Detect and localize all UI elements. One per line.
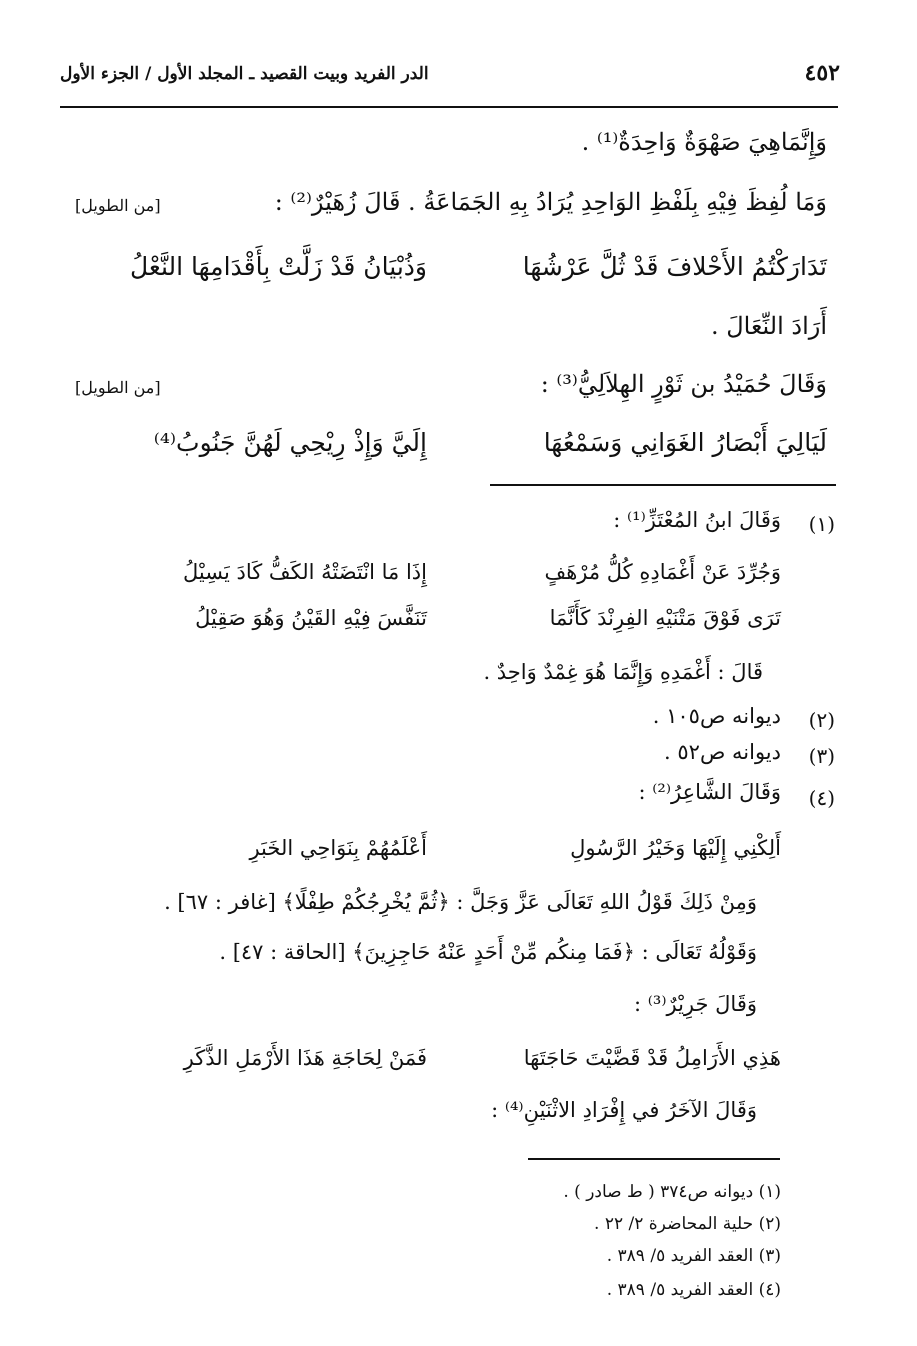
meter-label-1: [من الطويل]: [75, 196, 161, 215]
meter-label-2: [من الطويل]: [75, 378, 161, 397]
note-4-last: وَقَالَ الآخَرُ في إِفْرَادِ الاثْنَيْنِ⁽⁴⁾ :: [491, 1098, 757, 1122]
verse-1-second-half: وَذُبْيَانُ قَدْ زَلَّتْ بِأَقْدَامِهَا النَّعْلُ: [129, 252, 427, 281]
footnote-1: (١) ديوانه ص٣٧٤ ( ط صادر ) .: [563, 1182, 781, 1202]
footnote-4: (٤) العقد الفريد ٥/ ٣٨٩ .: [606, 1280, 781, 1300]
verse-1-first-half: تَدَارَكْتُمُ الأَحْلافَ قَدْ ثُلَّ عَرْشُهَا: [522, 252, 827, 281]
body-line-3: أَرَادَ النِّعَالَ .: [710, 312, 827, 340]
note-4-quran-2: وَقَوْلُهُ تَعَالَى : ﴿فَمَا مِنكُم مِّنْ أَحَدٍ عَنْهُ حَاجِزِينَ﴾ [الحاقة : ٤٧] .: [219, 940, 757, 964]
body-line-4: وَقَالَ حُمَيْدُ بن ثَوْرٍ الهِلاَلِيُّ⁽³⁾ :: [540, 370, 827, 398]
body-line-2: وَمَا لُفِظَ فِيْهِ بِلَفْظِ الوَاحِدِ يُرَادُ بِهِ الجَمَاعَةُ . قَالَ زُهَيْرٌ⁽²⁾ :: [274, 188, 827, 216]
verse-2-second-half: إِلَيَّ وَإِذْ رِيْحِي لَهُنَّ جَنُوبُ⁽⁴⁾: [153, 428, 427, 457]
header-rule: [60, 106, 838, 108]
note-4-text: وَقَالَ الشَّاعِرُ⁽²⁾ :: [638, 780, 781, 804]
verse-2-first-half: لَيَالِيَ أَبْصَارُ الغَوَانِي وَسَمْعُهَا: [543, 428, 827, 457]
note-3-text: ديوانه ص٥٢ .: [664, 740, 781, 764]
footnote-3: (٣) العقد الفريد ٥/ ٣٨٩ .: [606, 1246, 781, 1266]
note-2-number: (٢): [808, 708, 835, 732]
note-4-verse-1-a: أَلِكْنِي إِلَيْهَا وَخَيْرُ الرَّسُولِ: [570, 836, 781, 860]
footnote-2: (٢) حلية المحاضرة ٢/ ٢٢ .: [594, 1214, 781, 1234]
note-4-verse-2-a: هَذِي الأَرَامِلُ قَدْ قَضَّيْتَ حَاجَتَهَا: [523, 1046, 781, 1070]
running-title: الدر الفريد وبيت القصيد ـ المجلد الأول / الجزء الأول: [60, 64, 429, 84]
note-1-verse-2-b: تَنَفَّسَ فِيْهِ القَيْنُ وَهُوَ صَقِيْلُ: [195, 606, 427, 630]
note-1-verse-1-b: إِذَا مَا انْتَضَتْهُ الكَفُّ كَادَ يَسِيْلُ: [182, 560, 427, 584]
note-4-verse-1-b: أَعْلَمُهُمْ بِنَوَاحِي الخَبَرِ: [249, 836, 427, 860]
note-1-verse-2-a: تَرَى فَوْقَ مَتْنَيْهِ الفِرِنْدَ كَأَنَّمَا: [549, 606, 781, 630]
body-line-1: وَإِنَّمَاهِيَ صَهْوَةٌ وَاحِدَةٌ⁽¹⁾ .: [581, 128, 827, 156]
page-number: ٤٥٢: [804, 60, 840, 86]
note-4-number: (٤): [808, 786, 835, 810]
note-4-verse-2-b: فَمَنْ لِحَاجَةِ هَذَا الأَرْمَلِ الذَّكَرِ: [183, 1046, 427, 1070]
note-3-number: (٣): [808, 744, 835, 768]
footnotes-separator: [528, 1158, 780, 1160]
note-4-quran-1: وَمِنْ ذَلِكَ قَوْلُ اللهِ تَعَالَى عَزَّ وَجَلَّ : ﴿ثُمَّ يُخْرِجُكُمْ طِفْلًا﴾ [غافر : ٦٧] .: [164, 890, 757, 914]
note-2-text: ديوانه ص١٠٥ .: [652, 704, 781, 728]
note-1-number: (١): [808, 512, 835, 536]
note-1-text: وَقَالَ ابنُ المُعْتَزِّ⁽¹⁾ :: [613, 508, 781, 532]
note-1-comment: قَالَ : أَغْمَدِهِ وَإِنَّمَا هُوَ غِمْدٌ وَاحِدٌ .: [483, 660, 763, 684]
note-4-jarir: وَقَالَ جَرِيْرٌ⁽³⁾ :: [633, 992, 757, 1016]
notes-separator: [490, 484, 836, 486]
note-1-verse-1-a: وَجُرِّدَ عَنْ أَغْمَادِهِ كُلُّ مُرْهَفٍ: [544, 560, 781, 584]
